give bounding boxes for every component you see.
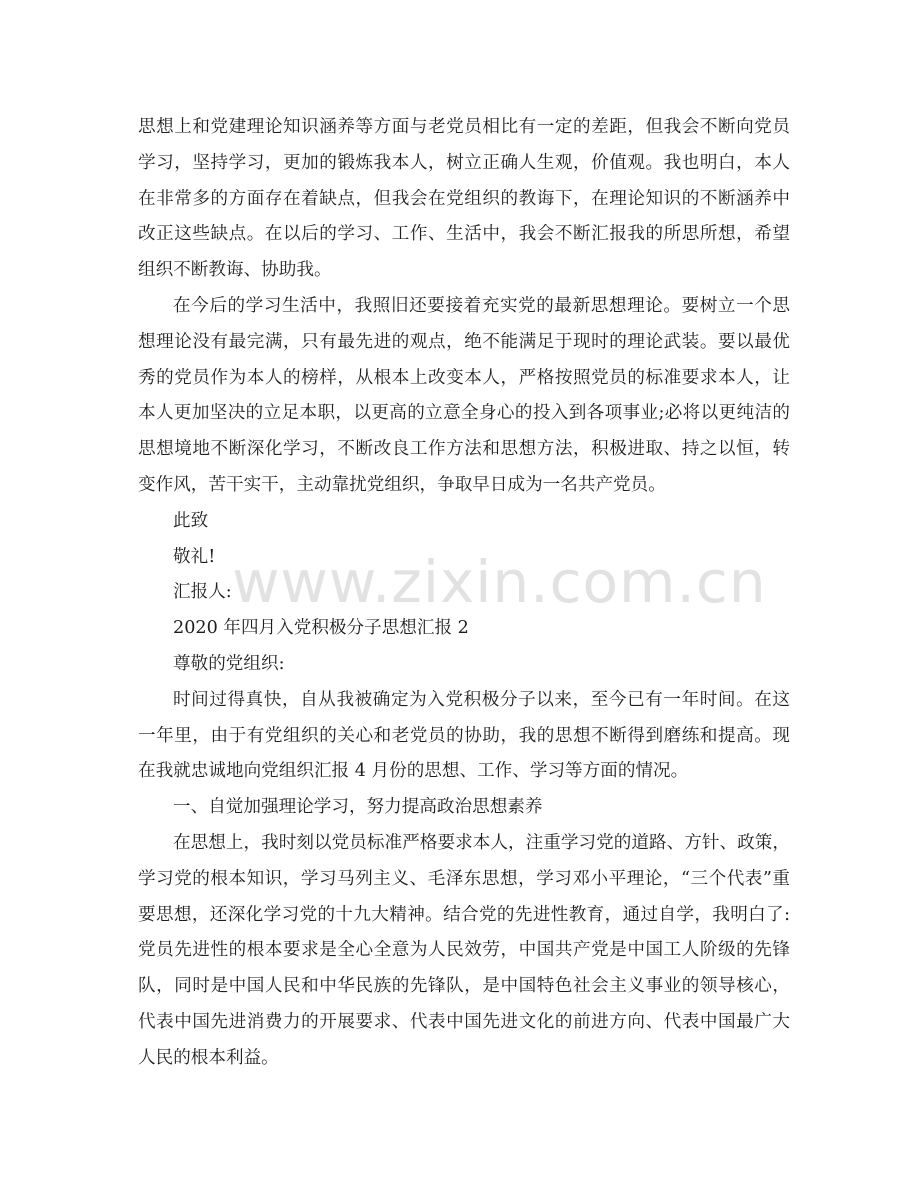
- paragraph-line: 学习，坚持学习，更加的锻炼我本人，树立正确人生观，价值观。我也明白，本人: [138, 152, 790, 173]
- paragraph-line: 想理论没有最完满，只有最先进的观点，绝不能满足于现时的理论武装。要以最优: [138, 331, 790, 352]
- closing-regards: 敬礼!: [173, 546, 216, 567]
- paragraph-line: 党员先进性的根本要求是全心全意为人民效劳，中国共产党是中国工人阶级的先锋: [138, 940, 790, 961]
- closing-salutation: 此致: [173, 510, 209, 531]
- paragraph-line: 时间过得真快，自从我被确定为入党积极分子以来，至今已有一年时间。在这: [173, 689, 790, 710]
- paragraph-line: 变作风，苦干实干，主动靠扰党组织，争取早日成为一名共产党员。: [138, 474, 666, 495]
- paragraph-line: 在非常多的方面存在着缺点，但我会在党组织的教诲下，在理论知识的不断涵养中: [138, 188, 790, 209]
- paragraph-line: 代表中国先进消费力的开展要求、代表中国先进文化的前进方向、代表中国最广大: [138, 1011, 790, 1032]
- paragraph-line: 思想上和党建理论知识涵养等方面与老党员相比有一定的差距，但我会不断向党员: [138, 117, 790, 137]
- reporter-label: 汇报人:: [173, 582, 232, 603]
- paragraph-line: 人民的根本利益。: [138, 1047, 279, 1068]
- section-title: 2020 年四月入党积极分子思想汇报 2: [173, 618, 469, 639]
- watermark-text: www.zixin.com.cn: [232, 548, 767, 616]
- paragraph-line: 在思想上，我时刻以党员标准严格要求本人，注重学习党的道路、方针、政策，: [173, 832, 790, 853]
- paragraph-line: 队，同时是中国人民和中华民族的先锋队，是中国特色社会主义事业的领导核心，: [138, 976, 790, 997]
- greeting: 尊敬的党组织:: [173, 653, 285, 674]
- paragraph-line: 秀的党员作为本人的榜样，从根本上改变本人，严格按照党员的标准要求本人，让: [138, 367, 790, 388]
- paragraph-line: 学习党的根本知识，学习马列主义、毛泽东思想，学习邓小平理论，“三个代表”重: [138, 868, 790, 889]
- paragraph-line: 在今后的学习生活中，我照旧还要接着充实党的最新思想理论。要树立一个思: [173, 295, 790, 316]
- paragraph-line: 要思想，还深化学习党的十九大精神。结合党的先进性教育，通过自学，我明白了:: [138, 904, 790, 925]
- paragraph-line: 一年里，由于有党组织的关心和老党员的协助，我的思想不断得到磨练和提高。现: [138, 725, 790, 746]
- paragraph-line: 改正这些缺点。在以后的学习、工作、生活中，我会不断汇报我的所思所想，希望: [138, 224, 790, 245]
- paragraph-line: 本人更加坚决的立足本职，以更高的立意全身心的投入到各项事业;必将以更纯洁的: [138, 403, 790, 424]
- subheading: 一、自觉加强理论学习，努力提高政治思想素养: [173, 797, 543, 818]
- paragraph-line: 思想境地不断深化学习，不断改良工作方法和思想方法，积极进取、持之以恒，转: [138, 439, 790, 460]
- paragraph-line: 在我就忠诚地向党组织汇报 4 月份的思想、工作、学习等方面的情况。: [138, 761, 689, 782]
- paragraph-line: 组织不断教诲、协助我。: [138, 260, 332, 281]
